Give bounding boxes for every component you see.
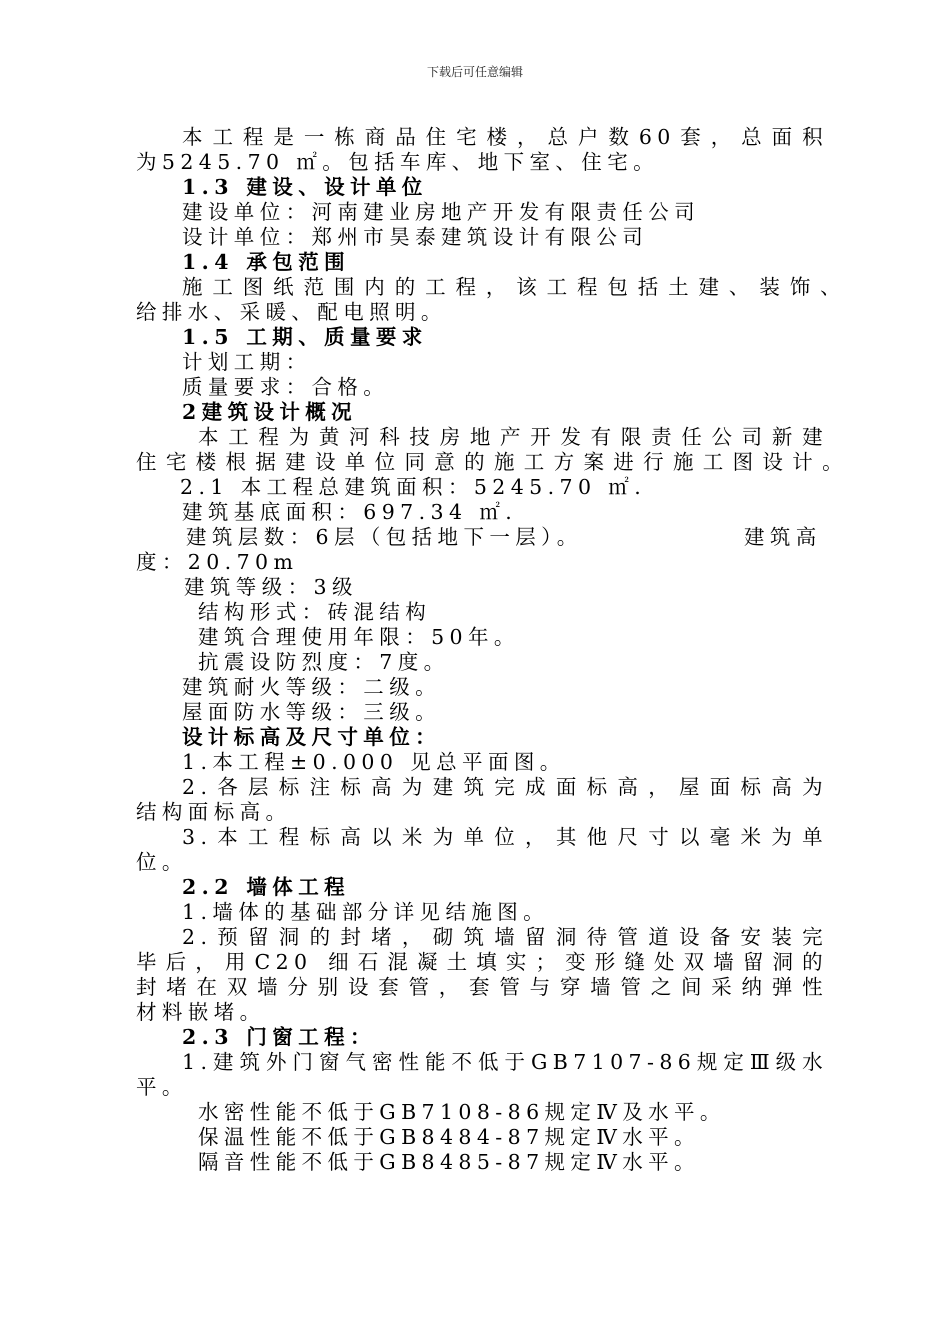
- paragraph-line: 水密性能不低于GB7108-86规定Ⅳ及水平。: [198, 1100, 726, 1124]
- paragraph-line: 住宅楼根据建设单位同意的施工方案进行施工图设计。: [136, 450, 848, 474]
- paragraph-line: 抗震设防烈度：7度。: [198, 650, 450, 674]
- paragraph-line: 结构形式：砖混结构: [198, 600, 432, 624]
- paragraph-line: 1.建筑外门窗气密性能不低于GB7107-86规定Ⅲ级水: [182, 1050, 828, 1074]
- paragraph-line: 建筑高: [744, 525, 822, 549]
- paragraph-line: 建筑合理使用年限：50年。: [198, 625, 520, 649]
- paragraph-line: 1.本工程±0.000 见总平面图。: [182, 750, 566, 774]
- paragraph-line: 建设单位：河南建业房地产开发有限责任公司: [182, 200, 700, 224]
- paragraph-line: 建筑耐火等级：二级。: [182, 675, 441, 699]
- paragraph-line: 隔音性能不低于GB8485-87规定Ⅳ水平。: [198, 1150, 700, 1174]
- paragraph-line: 2.1 本工程总建筑面积：5245.70 ㎡.: [180, 475, 647, 499]
- paragraph-line: 建筑等级：3级: [184, 575, 358, 599]
- paragraph-line: 平。: [136, 1075, 188, 1099]
- section-heading: 1.3 建设、设计单位: [182, 175, 428, 199]
- paragraph-line: 位。: [136, 850, 188, 874]
- section-heading: 2.3 门窗工程：: [182, 1025, 376, 1049]
- paragraph-line: 给排水、采暖、配电照明。: [136, 300, 447, 324]
- paragraph-line: 建筑基底面积：697.34 ㎡.: [182, 500, 518, 524]
- paragraph-line: 设计单位：郑州市昊泰建筑设计有限公司: [182, 225, 649, 249]
- paragraph-line: 封堵在双墙分别设套管，套管与穿墙管之间采纳弹性: [136, 975, 828, 999]
- paragraph-line: 本工程是一栋商品住宅楼，总户数60套，总面积: [182, 125, 828, 149]
- paragraph-line: 1.墙体的基础部分详见结施图。: [182, 900, 550, 924]
- paragraph-line: 本工程为黄河科技房地产开发有限责任公司新建: [198, 425, 828, 449]
- paragraph-line: 3.本工程标高以米为单位，其他尺寸以毫米为单: [182, 825, 828, 849]
- paragraph-line: 结构面标高。: [136, 800, 292, 824]
- section-heading: 1.5 工期、质量要求: [182, 325, 428, 349]
- section-heading: 1.4 承包范围: [182, 250, 351, 274]
- paragraph-line: 建筑层数：6层（包括地下一层）。: [186, 525, 583, 549]
- paragraph-line: 毕后，用C20 细石混凝土填实；变形缝处双墙留洞的: [136, 950, 828, 974]
- paragraph-line: 施工图纸范围内的工程，该工程包括土建、装饰、: [182, 275, 846, 299]
- paragraph-line: 度：20.70m: [136, 550, 299, 574]
- paragraph-line: 为5245.70 ㎡。包括车库、地下室、住宅。: [136, 150, 659, 174]
- section-heading: 2建筑设计概况: [182, 400, 358, 424]
- paragraph-line: 2.各层标注标高为建筑完成面标高，屋面标高为: [182, 775, 828, 799]
- paragraph-line: 质量要求：合格。: [182, 375, 390, 399]
- paragraph-line: 2.预留洞的封堵，砌筑墙留洞待管道设备安装完: [182, 925, 828, 949]
- paragraph-line: 保温性能不低于GB8484-87规定Ⅳ水平。: [198, 1125, 700, 1149]
- paragraph-line: 屋面防水等级：三级。: [182, 700, 441, 724]
- paragraph-line: 计划工期：: [182, 350, 312, 374]
- section-heading: 设计标高及尺寸单位：: [182, 725, 441, 749]
- section-heading: 2.2 墙体工程: [182, 875, 351, 899]
- page-header: 下载后可任意编辑: [426, 65, 523, 79]
- paragraph-line: 材料嵌堵。: [136, 1000, 266, 1024]
